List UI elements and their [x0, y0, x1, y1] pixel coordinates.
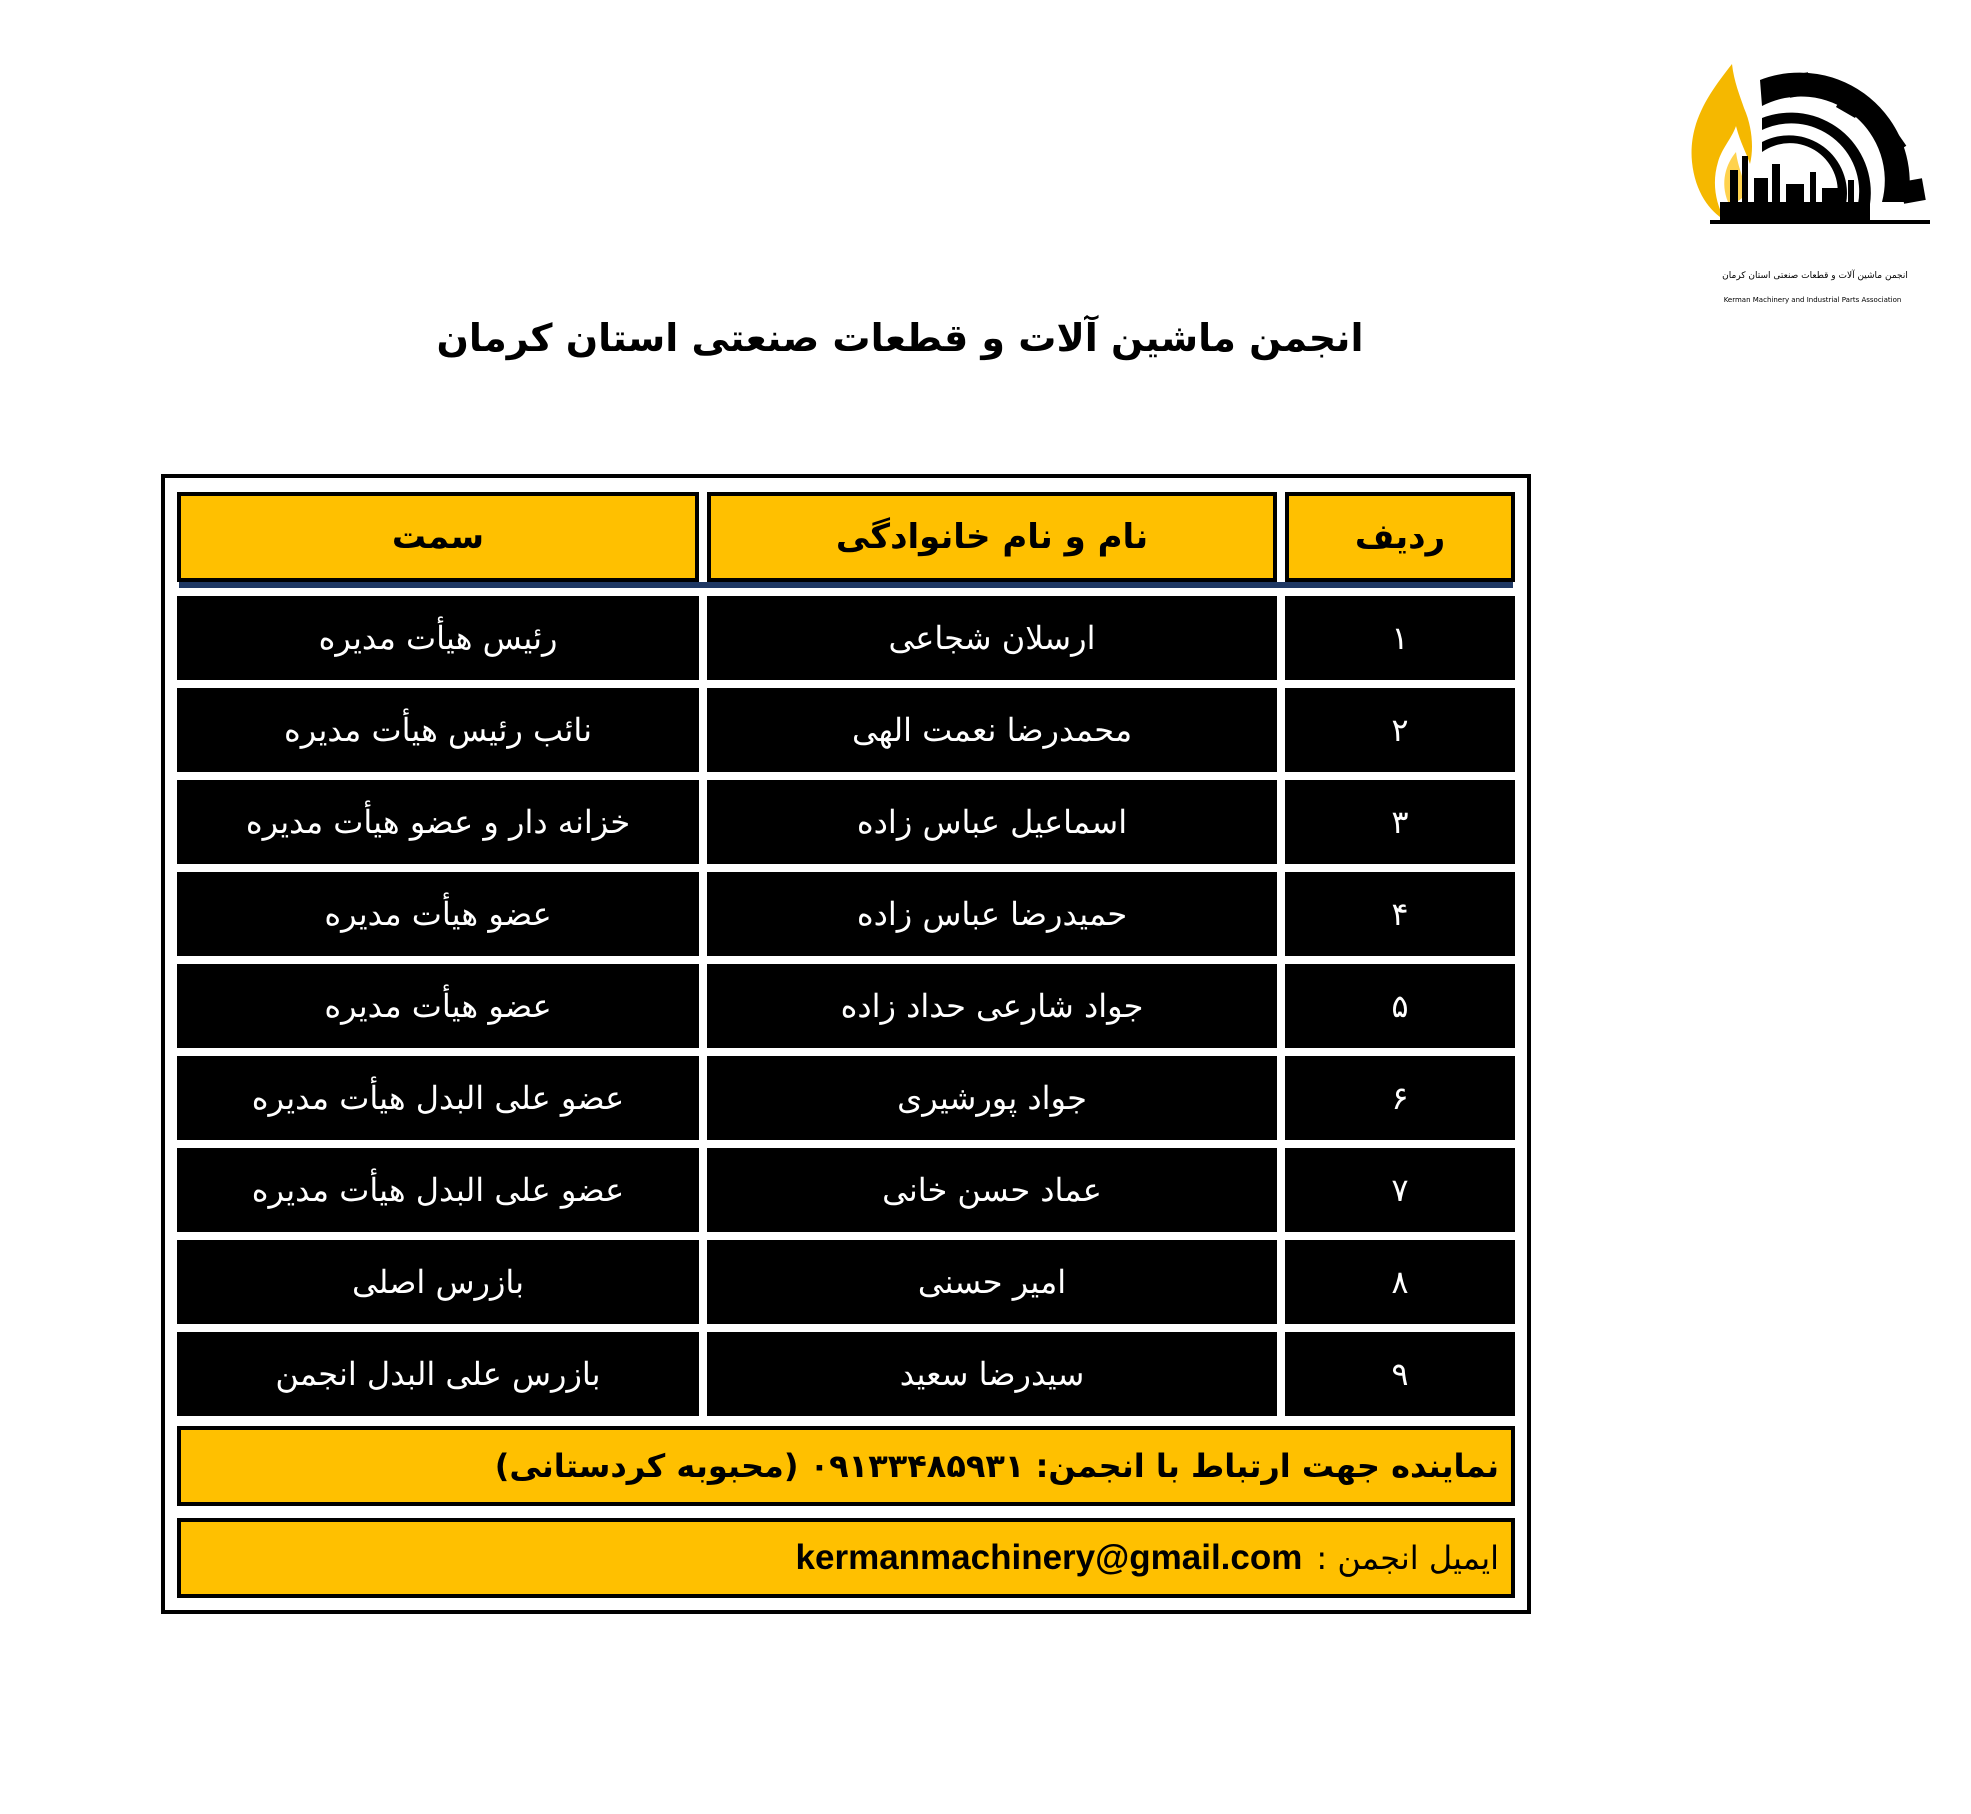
cell-row-number: ۱ [1285, 596, 1515, 680]
cell-name: سیدرضا سعید [707, 1332, 1277, 1416]
header-name: نام و نام خانوادگی [707, 492, 1277, 582]
cell-row-number: ۲ [1285, 688, 1515, 772]
cell-position: بازرس علی البدل انجمن [177, 1332, 699, 1416]
contact-representative [177, 1426, 1515, 1506]
cell-row-number: ۷ [1285, 1148, 1515, 1232]
logo-caption-english: Kerman Machinery and Industrial Parts Association [1723, 296, 1902, 304]
cell-position: رئیس هیأت مدیره [177, 596, 699, 680]
cell-row-number: ۳ [1285, 780, 1515, 864]
cell-position: خزانه دار و عضو هیأت مدیره [177, 780, 699, 864]
board-members-table [161, 474, 1531, 1614]
cell-row-number: ۵ [1285, 964, 1515, 1048]
cell-name: محمدرضا نعمت الهی [707, 688, 1277, 772]
header-underline [179, 582, 1513, 588]
cell-name: حمیدرضا عباس زاده [707, 872, 1277, 956]
cell-row-number: ۹ [1285, 1332, 1515, 1416]
cell-position: عضو علی البدل هیأت مدیره [177, 1148, 699, 1232]
cell-name: امیر حسنی [707, 1240, 1277, 1324]
cell-name: جواد پورشیری [707, 1056, 1277, 1140]
cell-name: جواد شارعی حداد زاده [707, 964, 1277, 1048]
cell-position: عضو هیأت مدیره [177, 872, 699, 956]
contact-text: نماینده جهت ارتباط با انجمن: ۰۹۱۳۳۴۸۵۹۳۱ (محبوبه کردستانی) [494, 1447, 1499, 1485]
cell-name: عماد حسن خانی [707, 1148, 1277, 1232]
factory-icon [1720, 156, 1870, 220]
association-email-row [177, 1518, 1515, 1598]
cell-row-number: ۸ [1285, 1240, 1515, 1324]
association-logo [1670, 52, 1940, 312]
header-position: سمت [177, 492, 699, 582]
document-title: انجمن ماشین آلات و قطعات صنعتی استان کرمان [436, 316, 1364, 360]
cell-position: عضو علی البدل هیأت مدیره [177, 1056, 699, 1140]
logo-emblem [1670, 52, 1940, 272]
cell-name: ارسلان شجاعی [707, 596, 1277, 680]
email-label: ایمیل انجمن : [1316, 1539, 1499, 1577]
cell-row-number: ۴ [1285, 872, 1515, 956]
logo-caption-persian: انجمن ماشین آلات و قطعات صنعتی استان کرمان [1722, 271, 1908, 281]
email-address-link[interactable]: kermanmachinery@gmail.com [795, 1538, 1303, 1577]
cell-position: عضو هیأت مدیره [177, 964, 699, 1048]
header-row-number: ردیف [1285, 492, 1515, 582]
cell-position: نائب رئیس هیأت مدیره [177, 688, 699, 772]
cell-position: بازرس اصلی [177, 1240, 699, 1324]
cell-row-number: ۶ [1285, 1056, 1515, 1140]
cell-name: اسماعیل عباس زاده [707, 780, 1277, 864]
